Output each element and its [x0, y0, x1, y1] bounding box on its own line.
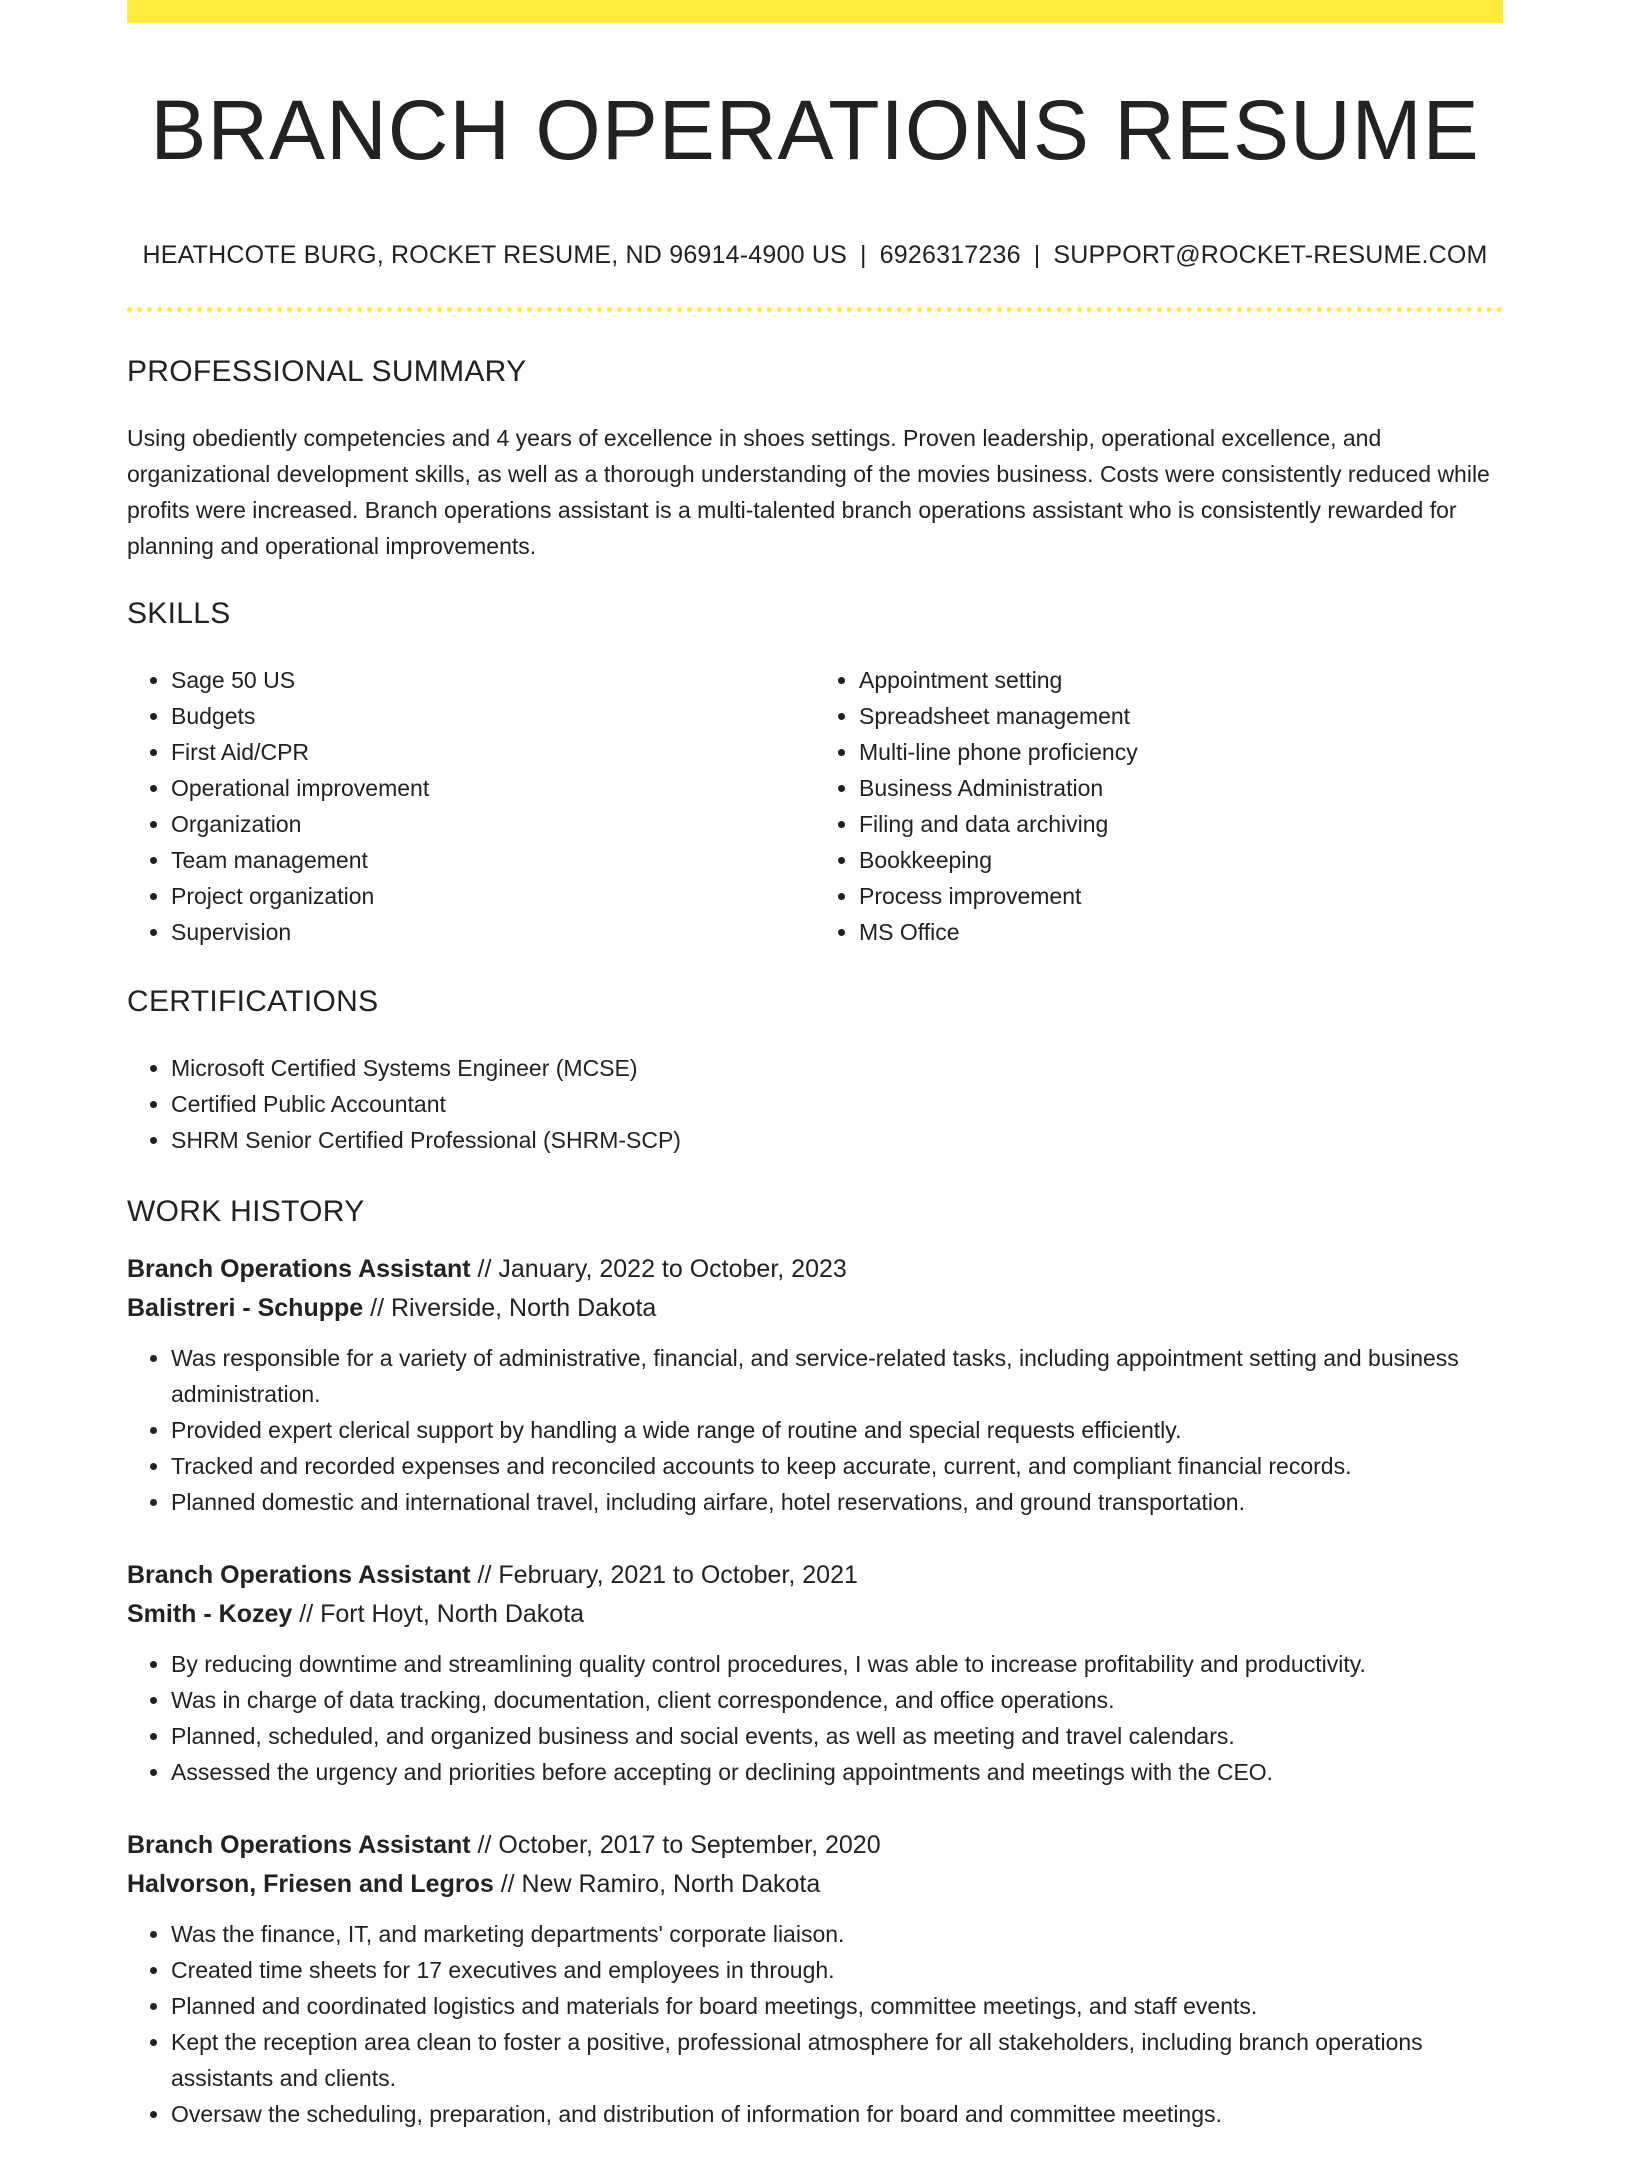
certification-item: • Microsoft Certified Systems Engineer (MCSE)	[171, 1050, 1503, 1086]
work-history-heading: WORK HISTORY	[127, 1195, 365, 1228]
job-company: Halvorson, Friesen and Legros	[127, 1870, 494, 1898]
skills-list-left	[127, 662, 805, 950]
skills-list-right	[815, 662, 1493, 950]
skill-item: • Supervision	[171, 914, 805, 950]
skills-columns	[127, 662, 1503, 950]
certifications-heading: CERTIFICATIONS	[127, 985, 379, 1018]
job-bullet: • Was the finance, IT, and marketing departments' corporate liaison.	[171, 1916, 1503, 1952]
skill-item: • Spreadsheet management	[859, 698, 1493, 734]
contact-separator: |	[859, 241, 867, 269]
job-bullet: • Assessed the urgency and priorities before accepting or declining appointments and meetings with the CEO.	[171, 1754, 1503, 1790]
job-title-line	[127, 1556, 1503, 1595]
job-title: Branch Operations Assistant	[127, 1561, 471, 1589]
job-title: Branch Operations Assistant	[127, 1831, 471, 1859]
skill-item: • Process improvement	[859, 878, 1493, 914]
job-company: Balistreri - Schuppe	[127, 1294, 364, 1322]
job-bullet: • Planned and coordinated logistics and materials for board meetings, committee meetings, and staff events.	[171, 1988, 1503, 2024]
skill-item: • Business Administration	[859, 770, 1493, 806]
job-dates: // October, 2017 to September, 2020	[470, 1831, 881, 1859]
certification-item: • SHRM Senior Certified Professional (SHRM-SCP)	[171, 1122, 1503, 1158]
job-bullet: • Planned domestic and international travel, including airfare, hotel reservations, and ground transportation.	[171, 1484, 1503, 1520]
job-company-line	[127, 1865, 1503, 1904]
job-bullet: • Tracked and recorded expenses and reconciled accounts to keep accurate, current, and compliant financial records.	[171, 1448, 1503, 1484]
skill-item: • Filing and data archiving	[859, 806, 1493, 842]
skill-item: • Project organization	[171, 878, 805, 914]
contact-address: HEATHCOTE BURG, ROCKET RESUME, ND 96914-4900 US	[142, 241, 847, 269]
job-location: // Fort Hoyt, North Dakota	[292, 1600, 585, 1628]
summary-heading: PROFESSIONAL SUMMARY	[127, 355, 527, 388]
job-title: Branch Operations Assistant	[127, 1255, 471, 1283]
job-title-line	[127, 1826, 1503, 1865]
job-entry	[127, 1556, 1503, 1790]
resume-title: BRANCH OPERATIONS RESUME	[150, 83, 1480, 177]
job-company: Smith - Kozey	[127, 1600, 293, 1628]
summary-text: Using obediently competencies and 4 years of excellence in shoes settings. Proven leadership, operational excellence, and organizational development skills, as well as a thorough understanding of the movies business. Costs were consistently reduced while profits were increased. Branch operations assistant is a multi-talented branch operations assistant who is consistently rewarded for planning and operational improvements.	[127, 425, 1490, 559]
job-title-line	[127, 1250, 1503, 1289]
job-bullets	[127, 1340, 1503, 1520]
top-accent-bar	[127, 0, 1503, 23]
job-bullet: • Was in charge of data tracking, documentation, client correspondence, and office operations.	[171, 1682, 1503, 1718]
contact-email: SUPPORT@ROCKET-RESUME.COM	[1053, 241, 1488, 269]
skill-item: • Multi-line phone proficiency	[859, 734, 1493, 770]
job-company-line	[127, 1289, 1503, 1328]
job-dates: // January, 2022 to October, 2023	[470, 1255, 847, 1283]
skill-item: • Team management	[171, 842, 805, 878]
job-bullets	[127, 1916, 1503, 2132]
skill-item: • Budgets	[171, 698, 805, 734]
job-bullet: • Created time sheets for 17 executives and employees in through.	[171, 1952, 1503, 1988]
contact-separator: |	[1033, 241, 1041, 269]
skill-item: • First Aid/CPR	[171, 734, 805, 770]
contact-phone: 6926317236	[879, 241, 1021, 269]
job-dates: // February, 2021 to October, 2021	[470, 1561, 858, 1589]
resume-body	[127, 352, 1503, 2168]
skill-item: • Appointment setting	[859, 662, 1493, 698]
job-company-line	[127, 1595, 1503, 1634]
job-bullet: • Planned, scheduled, and organized business and social events, as well as meeting and travel calendars.	[171, 1718, 1503, 1754]
skill-item: • Operational improvement	[171, 770, 805, 806]
skill-item: • Sage 50 US	[171, 662, 805, 698]
job-bullet: • By reducing downtime and streamlining quality control procedures, I was able to increase profitability and productivity.	[171, 1646, 1503, 1682]
skill-item: • Organization	[171, 806, 805, 842]
certifications-list	[127, 1050, 1503, 1158]
job-entry	[127, 1250, 1503, 1520]
skill-item: • Bookkeeping	[859, 842, 1493, 878]
job-bullet: • Kept the reception area clean to foster a positive, professional atmosphere for all stakeholders, including branch operations assistants and clients.	[171, 2024, 1503, 2096]
job-bullet: • Was responsible for a variety of administrative, financial, and service-related tasks, including appointment setting and business administration.	[171, 1340, 1503, 1412]
skill-item: • MS Office	[859, 914, 1493, 950]
contact-line	[127, 237, 1503, 273]
job-bullets	[127, 1646, 1503, 1790]
job-location: // New Ramiro, North Dakota	[493, 1870, 821, 1898]
dotted-divider	[127, 307, 1503, 312]
job-bullet: • Oversaw the scheduling, preparation, and distribution of information for board and committee meetings.	[171, 2096, 1503, 2132]
certification-item: • Certified Public Accountant	[171, 1086, 1503, 1122]
skills-heading: SKILLS	[127, 597, 231, 630]
job-entry	[127, 1826, 1503, 2132]
job-bullet: • Provided expert clerical support by handling a wide range of routine and special requests efficiently.	[171, 1412, 1503, 1448]
job-location: // Riverside, North Dakota	[363, 1294, 657, 1322]
